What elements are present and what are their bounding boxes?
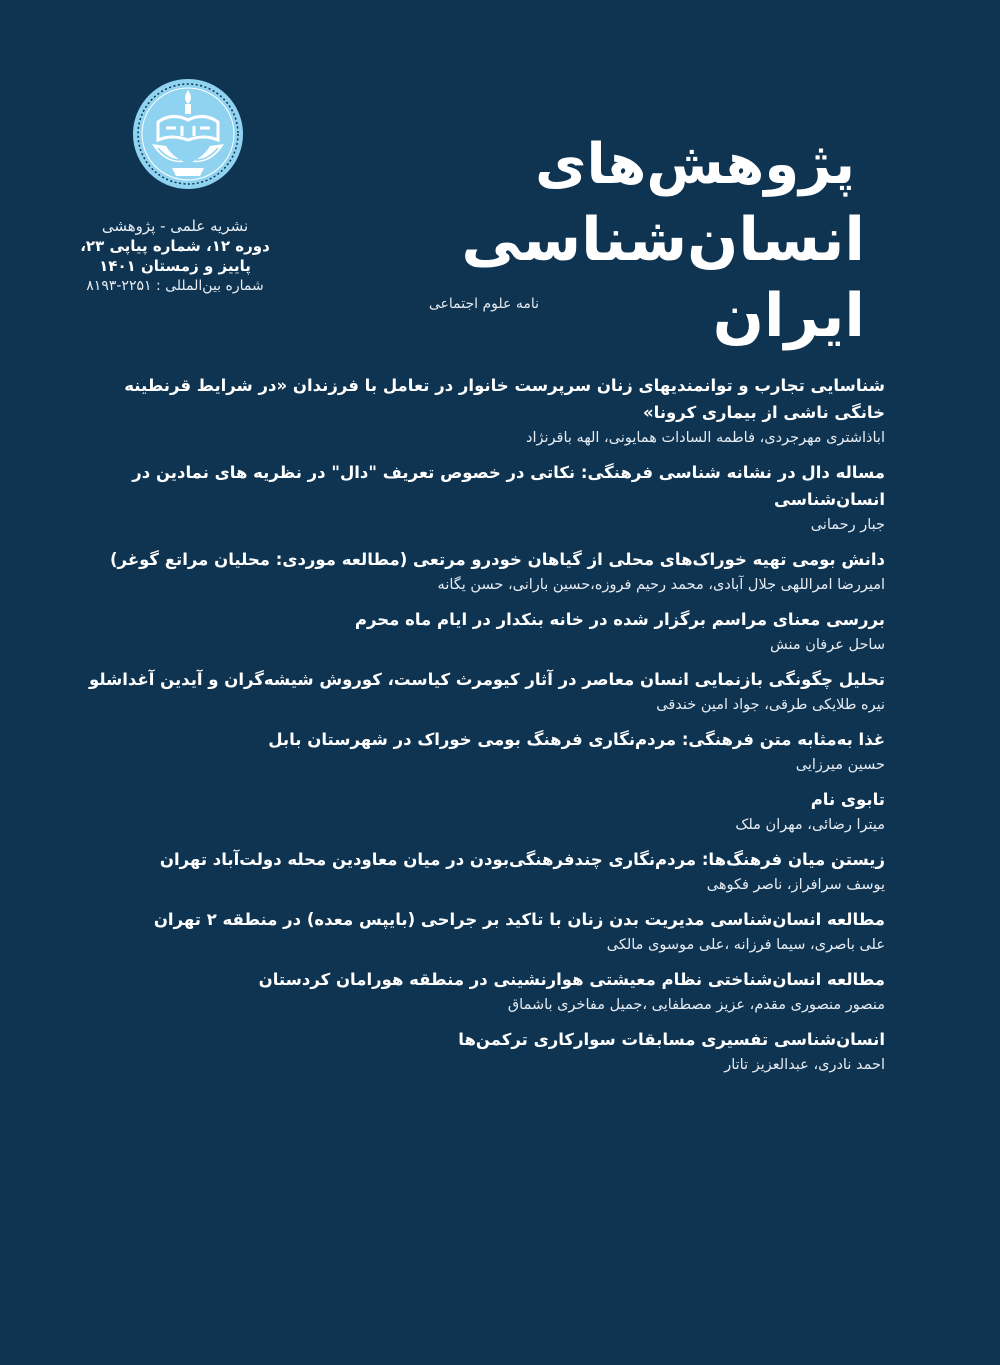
article-item [70,372,885,451]
article-item [70,966,885,1018]
journal-title-line1: پژوهش‌های [535,132,855,197]
journal-subtitle: نامه علوم اجتماعی [428,296,539,312]
article-title: مطالعه انسان‌شناسی مدیریت بدن زنان با تاکید بر جراحی (بایپس معده) در منطقه ۲ تهران [153,910,885,929]
article-title: مساله دال در نشانه شناسی فرهنگی: نکاتی در خصوص تعریف "دال" در نظریه های نمادین در انسان‌شناسی [132,463,885,509]
article-item [70,846,885,898]
article-authors: ساحل عرفان منش [769,637,885,653]
article-item [70,606,885,658]
article-title: تحلیل چگونگی بازنمایی انسان معاصر در آثار کیومرث کیاست، کوروش شیشه‌گران و آیدین آغداشلو [88,670,885,689]
article-authors: امیررضا امراللهی جلال آبادی، محمد رحیم فروزه،حسین بارانی، حسن یگانه [437,577,885,593]
article-title: انسان‌شناسی تفسیری مسابقات سوارکاری ترکمن‌ها [458,1030,885,1049]
article-title: بررسی معنای مراسم برگزار شده در خانه بنکدار در ایام ماه محرم [354,610,885,629]
issue-season: پاییز و زمستان ۱۴۰۱ [99,257,251,275]
article-item [70,1026,885,1078]
article-authors: میترا رضائی، مهران ملک [735,817,885,833]
article-item [70,906,885,958]
article-title: دانش بومی تهیه خوراک‌های محلی از گیاهان خودرو مرتعی (مطالعه موردی: محلیان مراتع گوغر) [110,550,885,569]
article-authors: نیره طلایکی طرقی، جواد امین خندقی [656,697,885,713]
article-authors: علی باصری، سیما فرزانه ،علی موسوی مالکی [606,937,885,953]
article-authors: احمد نادری، عبدالعزیز تاتار [724,1057,885,1073]
journal-title [405,128,865,354]
article-title: شناسایی تجارب و توانمندیهای زنان سرپرست خانوار در تعامل با فرزندان «در شرایط قرنطینه خانگی ناشی از بیماری کرونا» [124,376,885,422]
issue-number: دوره ۱۲، شماره پیاپی ۲۳، [80,237,270,255]
article-item [70,666,885,718]
issn: شماره بین‌المللی : ۲۲۵۱-۸۱۹۳ [86,278,264,294]
article-item [70,726,885,778]
publication-info [60,216,290,296]
university-seal-logo [132,78,244,190]
article-authors: اباذاشتری مهرجردی، فاطمه السادات همایونی، الهه باقرنژاد [526,430,885,446]
article-title: مطالعه انسان‌شناختی نظام معیشتی هوارنشینی در منطقه هورامان کردستان [258,970,885,989]
article-authors: منصور منصوری مقدم، عزیز مصطفایی ،جمیل مفاخری باشماق [507,997,885,1013]
article-title: غذا به‌مثابه متن فرهنگی: مردم‌نگاری فرهنگ بومی خوراک در شهرستان بابل [268,730,885,749]
article-item [70,786,885,838]
article-title: تابوی نام [810,790,885,809]
articles-list [70,372,885,1086]
article-item [70,546,885,598]
article-authors: حسین میرزایی [795,757,885,773]
article-authors: یوسف سرافراز، ناصر فکوهی [706,877,885,893]
journal-type: نشریه علمی - پژوهشی [101,217,249,235]
article-item [70,459,885,538]
article-title: زیستن میان فرهنگ‌ها: مردم‌نگاری چندفرهنگی‌بودن در میان معاودین محله دولت‌آباد تهران [159,850,885,869]
article-authors: جبار رحمانی [810,517,885,533]
journal-title-line2: انسان‌شناسی ایران [461,205,865,351]
